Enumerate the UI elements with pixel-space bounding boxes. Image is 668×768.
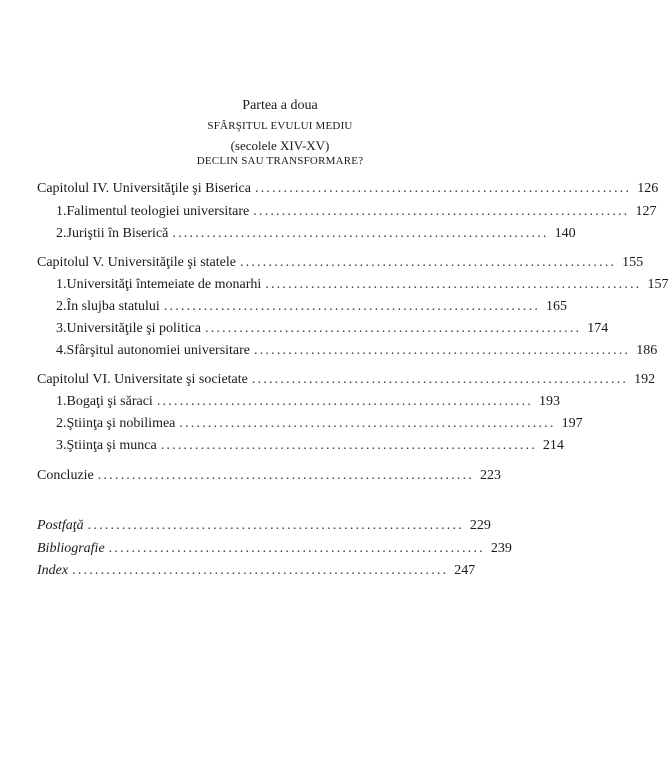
toc-section-row[interactable]: [56, 277, 668, 293]
section-number: 1.: [56, 394, 67, 409]
page-number: 229: [469, 518, 491, 533]
toc-section-row[interactable]: [56, 438, 564, 454]
toc-section-row[interactable]: [56, 204, 657, 220]
page-number: 192: [634, 372, 656, 387]
page-number: 223: [479, 468, 501, 483]
section-number: 3.: [56, 438, 67, 453]
page-number: 197: [561, 416, 583, 431]
toc-section-row[interactable]: [56, 343, 658, 359]
section-number: 2.: [56, 416, 67, 431]
postface-label: Postfaţă: [37, 518, 84, 533]
toc-postface-row[interactable]: [37, 518, 491, 534]
leader-dots: ..................................................................: [160, 438, 537, 453]
part-heading: Partea a doua: [242, 98, 318, 113]
page-number: 155: [622, 255, 644, 270]
leader-dots: ..................................................................: [205, 321, 582, 336]
leader-dots: ..................................................................: [163, 299, 541, 314]
section-number: 2.: [56, 299, 67, 314]
page-number: 126: [637, 181, 659, 196]
page-number: 247: [454, 563, 476, 578]
page-number: 140: [554, 226, 576, 241]
page-number: 127: [635, 204, 657, 219]
page-number: 239: [490, 541, 512, 556]
leader-dots: ..................................................................: [265, 277, 642, 292]
chapter-label: Capitolul IV. Universităţile şi Biserica: [37, 181, 251, 196]
leader-dots: ..................................................................: [239, 255, 617, 270]
leader-dots: ..................................................................: [156, 394, 534, 409]
leader-dots: ..................................................................: [108, 541, 485, 556]
page-number: 174: [587, 321, 609, 336]
page-number: 186: [636, 343, 658, 358]
section-label: Juriştii în Biserică: [66, 226, 169, 241]
toc-chapter-row[interactable]: [37, 181, 659, 197]
page-number: 193: [539, 394, 561, 409]
page-number: 165: [546, 299, 568, 314]
section-number: 1.: [56, 277, 67, 292]
section-label: Bogaţi şi săraci: [66, 394, 153, 409]
toc-conclusion-row[interactable]: [37, 468, 501, 484]
section-number: 1.: [56, 204, 67, 219]
section-label: Sfârşitul autonomiei universitare: [66, 343, 251, 358]
section-label: Ştiinţa şi munca: [66, 438, 157, 453]
section-label: În slujba statului: [66, 299, 160, 314]
section-label: Universităţi întemeiate de monarhi: [66, 277, 262, 292]
section-number: 3.: [56, 321, 67, 336]
leader-dots: ..................................................................: [97, 468, 474, 483]
section-label: Universităţile şi politica: [66, 321, 202, 336]
leader-dots: ..................................................................: [179, 416, 556, 431]
leader-dots: ..................................................................: [254, 343, 631, 358]
section-subtitle: (secolele XIV-XV): [230, 138, 330, 153]
conclusion-label: Concluzie: [37, 468, 94, 483]
toc-index-row[interactable]: [37, 563, 476, 579]
leader-dots: ..................................................................: [172, 226, 549, 241]
index-label: Index: [37, 563, 69, 578]
page-number: 157: [647, 277, 668, 292]
page-number: 214: [542, 438, 564, 453]
leader-dots: ..................................................................: [251, 372, 629, 387]
toc-section-row[interactable]: [56, 226, 576, 242]
toc-chapter-row[interactable]: [37, 372, 656, 388]
leader-dots: ..................................................................: [87, 518, 464, 533]
toc-section-row[interactable]: [56, 299, 568, 315]
toc-section-row[interactable]: [56, 416, 583, 432]
section-subtitle-question: DECLIN SAU TRANSFORMARE?: [196, 155, 364, 167]
chapter-label: Capitolul VI. Universitate şi societate: [37, 372, 248, 387]
toc-bibliography-row[interactable]: [37, 541, 512, 557]
leader-dots: ..................................................................: [255, 181, 632, 196]
toc-section-row[interactable]: [56, 394, 561, 410]
leader-dots: ..................................................................: [253, 204, 630, 219]
section-label: Falimentul teologiei universitare: [66, 204, 250, 219]
toc-section-row[interactable]: [56, 321, 609, 337]
section-number: 2.: [56, 226, 67, 241]
section-title: SFÂRŞITUL EVULUI MEDIU: [207, 120, 353, 132]
chapter-label: Capitolul V. Universităţile şi statele: [37, 255, 236, 270]
section-number: 4.: [56, 343, 67, 358]
section-label: Ştiinţa şi nobilimea: [66, 416, 176, 431]
toc-chapter-row[interactable]: [37, 255, 644, 271]
bibliography-label: Bibliografie: [37, 541, 105, 556]
leader-dots: ..................................................................: [72, 563, 449, 578]
